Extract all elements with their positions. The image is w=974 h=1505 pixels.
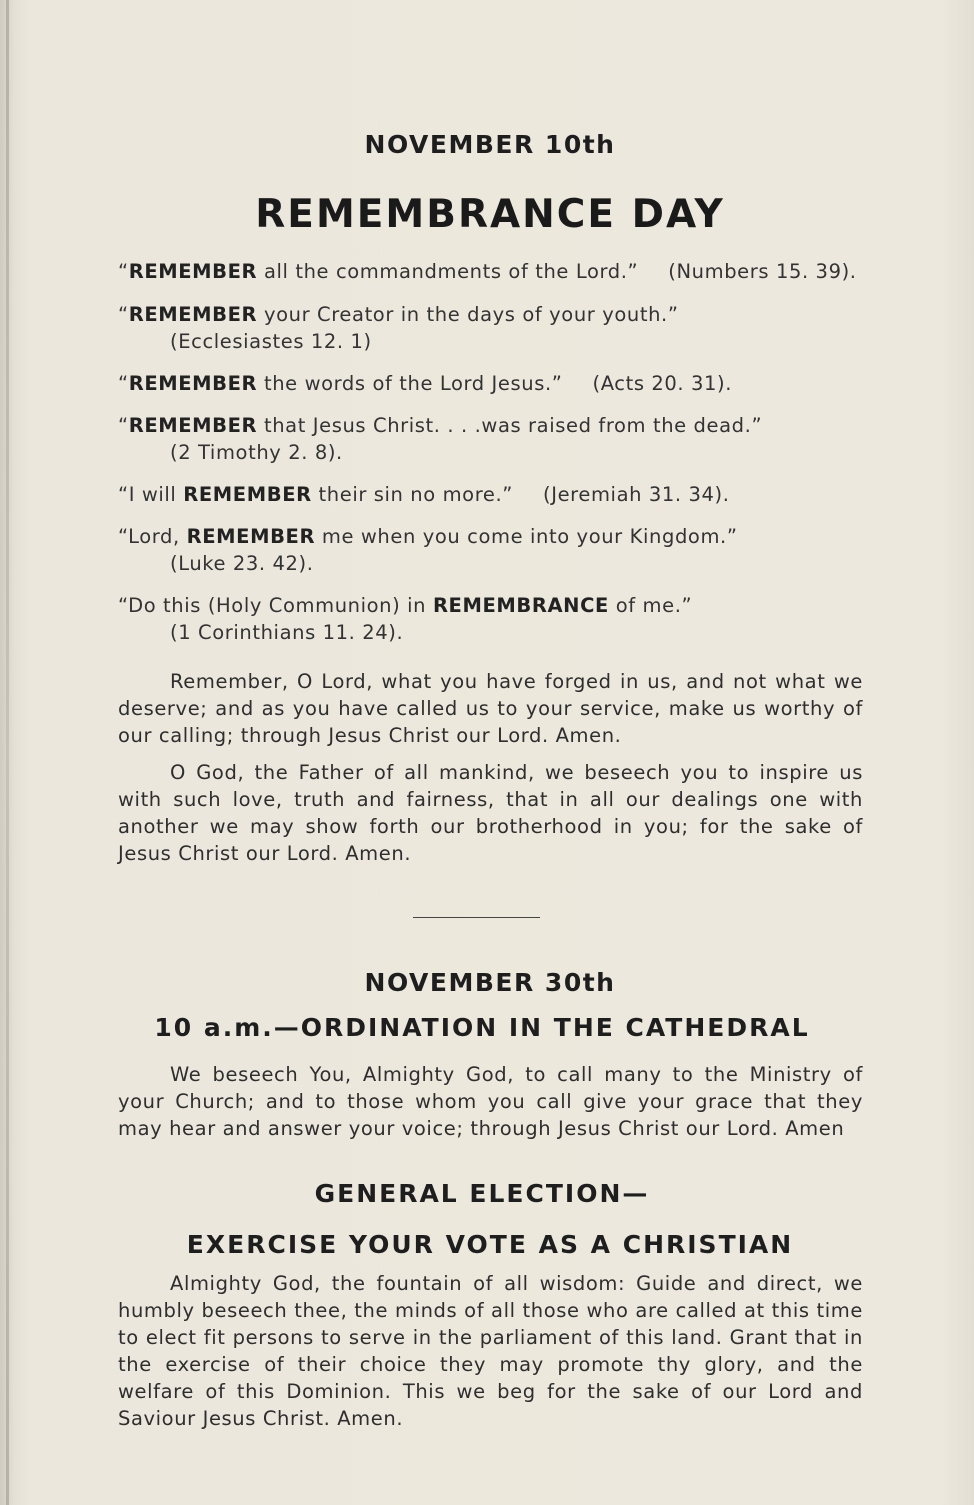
verse-3: “REMEMBER the words of the Lord Jesus.” (Acts 20. 31).: [118, 372, 733, 395]
verse-3-ref: (Acts 20. 31).: [592, 372, 733, 395]
verse-1-ref: (Numbers 15. 39).: [668, 260, 857, 283]
verse-1: “REMEMBER all the commandments of the Lord.” (Numbers 15. 39).: [118, 260, 857, 283]
verse-7-ref: (1 Corinthians 11. 24).: [170, 621, 404, 644]
verse-5: “I will REMEMBER their sin no more.” (Jeremiah 31. 34).: [118, 483, 730, 506]
verse-7: “Do this (Holy Communion) in REMEMBRANCE of me.” (1 Corinthians 11. 24).: [118, 592, 878, 646]
section2-date: NOVEMBER 30th: [364, 968, 616, 997]
verse-5-ref: (Jeremiah 31. 34).: [543, 483, 730, 506]
section3-subtitle: EXERCISE YOUR VOTE AS A CHRISTIAN: [186, 1230, 794, 1259]
section3-title: GENERAL ELECTION—: [314, 1179, 650, 1208]
section2-title: 10 a.m.—ORDINATION IN THE CATHEDRAL: [154, 1013, 810, 1042]
verse-6: “Lord, REMEMBER me when you come into your Kingdom.” (Luke 23. 42).: [118, 523, 878, 577]
verse-4-ref: (2 Timothy 2. 8).: [170, 441, 343, 464]
verse-2: “REMEMBER your Creator in the days of your youth.” (Ecclesiastes 12. 1): [118, 301, 878, 355]
prayer-remember: Remember, O Lord, what you have forged in us, and not what we deserve; and as you have called us to your service, make us worthy of our calling; through Jesus Christ our Lord. Amen.: [118, 670, 863, 747]
section-divider: [413, 917, 540, 918]
section1-title: REMEMBRANCE DAY: [255, 192, 725, 237]
verse-6-ref: (Luke 23. 42).: [170, 552, 314, 575]
prayer-brotherhood: O God, the Father of all mankind, we beseech you to inspire us with such love, truth and fairness, that in all our dealings one with another we may show forth our brotherhood in you; for the sake of Jesus Christ our Lord. Amen.: [118, 761, 863, 865]
prayer-election: Almighty God, the fountain of all wisdom: Guide and direct, we humbly beseech thee, the minds of all those who are called at this time to elect fit persons to serve in the parliament of this land. Grant that in the exercise of their choice they may promote thy glory, and the welfare of this Dominion. This we beg for the sake of our Lord and Saviour Jesus Christ. Amen.: [118, 1272, 863, 1430]
verse-4: “REMEMBER that Jesus Christ. . . .was raised from the dead.” (2 Timothy 2. 8).: [118, 412, 878, 466]
verse-2-ref: (Ecclesiastes 12. 1): [170, 330, 372, 353]
prayer-ordination: We beseech You, Almighty God, to call many to the Ministry of your Church; and to those whom you call give your grace that they may hear and answer your voice; through Jesus Christ our Lord. Amen: [118, 1063, 863, 1140]
section1-date: NOVEMBER 10th: [364, 130, 616, 159]
